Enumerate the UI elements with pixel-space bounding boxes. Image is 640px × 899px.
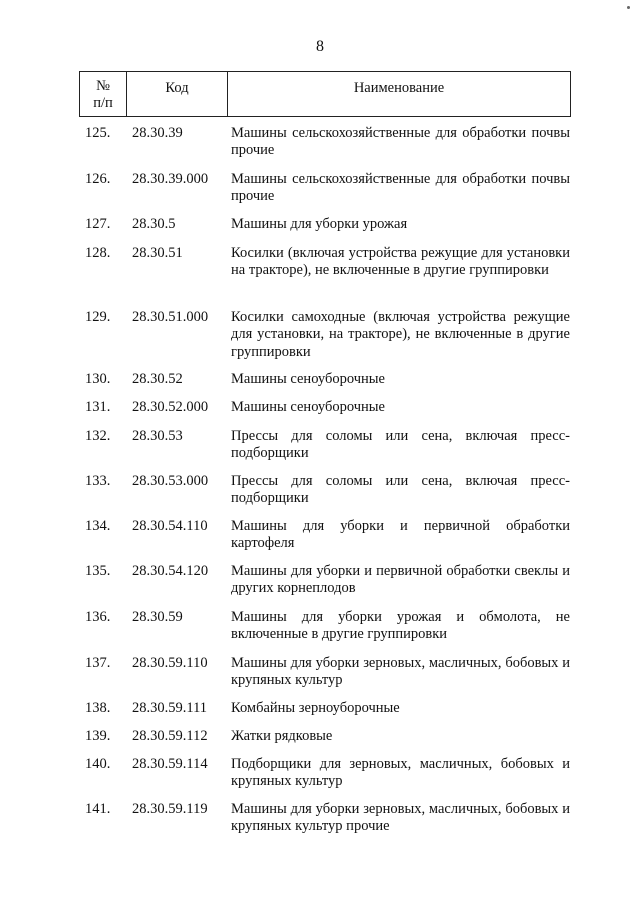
row-code: 28.30.59.110 (132, 655, 208, 671)
row-number: 139. (85, 728, 111, 744)
header-num-symbol: № (96, 78, 110, 94)
row-code: 28.30.53.000 (132, 473, 209, 489)
row-name: Комбайны зерноуборочные (231, 700, 400, 716)
row-name: Косилки самоходные (включая устройства режущие для установки, на тракторе), не включенные в другие группировки (231, 309, 570, 360)
row-code: 28.30.5 (132, 216, 176, 232)
row-name: Машины для уборки урожая (231, 216, 408, 232)
row-code: 28.30.39.000 (132, 171, 209, 187)
row-name: Машины сельскохозяйственные для обработки почвы прочие (231, 171, 570, 205)
row-name: Прессы для соломы или сена, включая пресс-подборщики (231, 428, 570, 462)
row-code: 28.30.51.000 (132, 309, 209, 325)
row-number: 130. (85, 371, 111, 387)
scan-speck (627, 6, 630, 9)
row-number: 140. (85, 756, 111, 772)
row-code: 28.30.52 (132, 371, 183, 387)
row-code: 28.30.52.000 (132, 399, 209, 415)
row-name: Машины для уборки урожая и обмолота, не включенные в другие группировки (231, 609, 570, 643)
row-name: Подборщики для зерновых, масличных, бобовых и крупяных культур (231, 756, 570, 790)
row-number: 136. (85, 609, 111, 625)
row-name: Машины сельскохозяйственные для обработки почвы прочие (231, 125, 570, 159)
row-code: 28.30.53 (132, 428, 183, 444)
header-code: Код (127, 72, 228, 116)
header-num (80, 72, 127, 116)
table-header (79, 71, 571, 117)
row-number: 127. (85, 216, 111, 232)
row-code: 28.30.54.110 (132, 518, 208, 534)
row-code: 28.30.59.114 (132, 756, 208, 772)
row-name: Машины для уборки и первичной обработки свеклы и других корнеплодов (231, 563, 570, 597)
row-name: Машины для уборки зерновых, масличных, бобовых и крупяных культур (231, 655, 570, 689)
row-number: 129. (85, 309, 111, 325)
row-number: 131. (85, 399, 111, 415)
row-name: Прессы для соломы или сена, включая пресс-подборщики (231, 473, 570, 507)
row-number: 126. (85, 171, 111, 187)
row-number: 132. (85, 428, 111, 444)
row-name: Машины сеноуборочные (231, 371, 385, 387)
row-number: 138. (85, 700, 111, 716)
row-number: 125. (85, 125, 111, 141)
header-name: Наименование (353, 80, 445, 96)
row-code: 28.30.59.111 (132, 700, 208, 716)
row-name: Машины для уборки и первичной обработки картофеля (231, 518, 570, 552)
page-number: 8 (316, 38, 324, 55)
header-num-label: п/п (93, 95, 113, 111)
row-code: 28.30.39 (132, 125, 183, 141)
row-number: 128. (85, 245, 111, 261)
row-number: 141. (85, 801, 111, 817)
row-name: Машины для уборки зерновых, масличных, бобовых и крупяных культур прочие (231, 801, 570, 835)
row-code: 28.30.59.119 (132, 801, 208, 817)
row-number: 135. (85, 563, 111, 579)
row-code: 28.30.59.112 (132, 728, 208, 744)
row-number: 137. (85, 655, 111, 671)
row-name: Машины сеноуборочные (231, 399, 385, 415)
row-name: Жатки рядковые (231, 728, 333, 744)
row-number: 134. (85, 518, 111, 534)
row-number: 133. (85, 473, 111, 489)
row-code: 28.30.59 (132, 609, 183, 625)
row-name: Косилки (включая устройства режущие для установки на тракторе), не включенные в другие группировки (231, 245, 570, 279)
row-code: 28.30.54.120 (132, 563, 209, 579)
row-code: 28.30.51 (132, 245, 183, 261)
